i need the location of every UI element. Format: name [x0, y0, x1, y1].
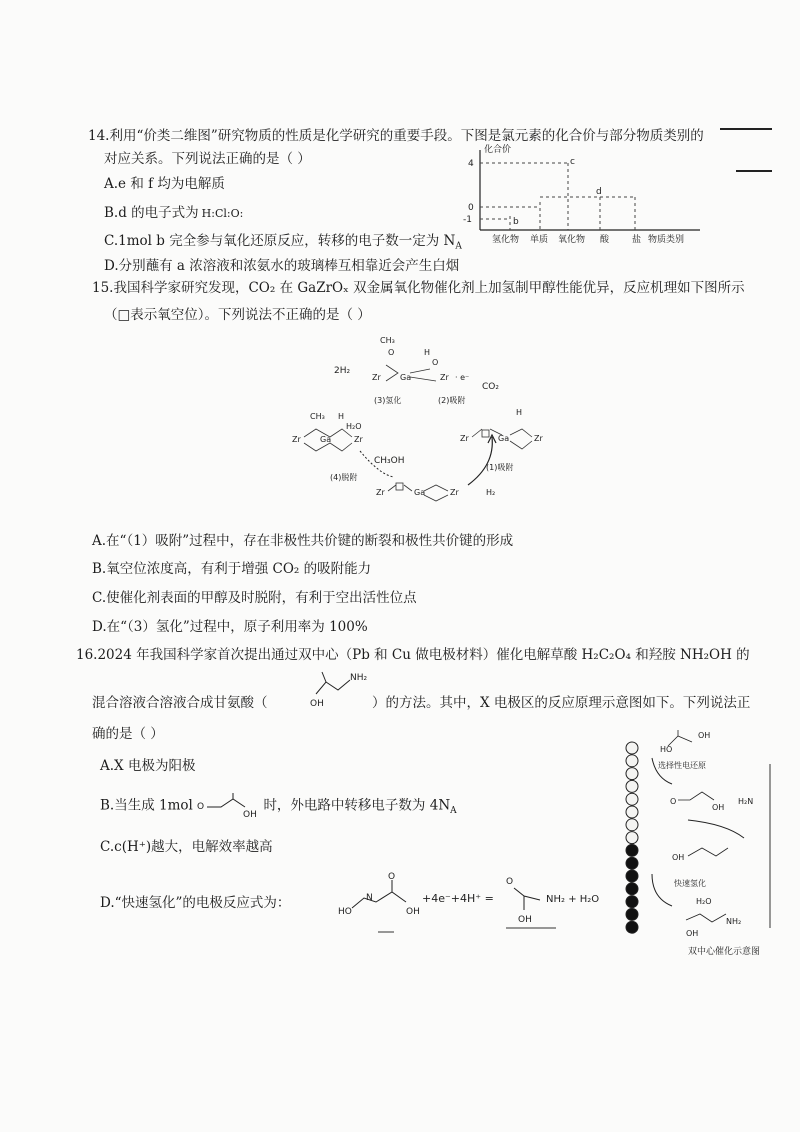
right-ga: Ga	[498, 434, 510, 443]
ytick-4: 4	[468, 159, 474, 169]
bottom-vacancy	[396, 483, 403, 490]
diag-fast: 快速氢化	[674, 879, 706, 888]
diag-o-glyox: O	[670, 797, 677, 806]
ytick-0: 0	[468, 203, 474, 213]
q14-option-a[interactable]: A.e 和 f 均为电解质	[104, 176, 225, 192]
eq-oh-prod: OH	[518, 915, 532, 925]
diag-oh-glyox: OH	[712, 803, 725, 812]
eq-middle: +4e⁻+4H⁺ =	[422, 892, 494, 905]
step4-label: (4)脱附	[330, 473, 358, 482]
q14-stem-line1: 14.利用“价类二维图”研究物质的性质是化学研究的重要手段。下图是氯元素的化合价与部分物质类别的	[88, 128, 704, 144]
electrode-bead-light	[626, 793, 638, 805]
bottom-ga: Ga	[414, 488, 426, 497]
glycine-oh: OH	[310, 699, 324, 709]
top-ga: Ga	[400, 373, 412, 382]
h2-left: 2H₂	[334, 366, 351, 376]
q14-option-c-text: C.1mol b 完全参与氧化还原反应，转移的电子数一定为 N	[104, 233, 456, 249]
q16-option-a[interactable]: A.X 电极为阳极	[100, 758, 196, 774]
ytick-minus1: -1	[463, 215, 472, 225]
eq-glycine-bonds	[514, 888, 540, 910]
q16-d-equation	[334, 870, 614, 930]
step1-label: (1)吸附	[486, 463, 514, 472]
q14-option-b-text: B.d 的电子式为	[104, 205, 199, 221]
arrow-step1	[468, 437, 492, 485]
left-zr2: Zr	[354, 435, 363, 444]
diag-selective: 选择性电还原	[658, 761, 706, 770]
top-h: H	[424, 348, 431, 357]
arrow-combine	[688, 820, 744, 838]
right-zr1: Zr	[460, 434, 469, 443]
q14-option-d[interactable]: D.分别蘸有 a 浓溶液和浓氨水的玻璃棒互相靠近会产生白烟	[104, 258, 460, 274]
diag-oh-gly: OH	[686, 929, 699, 938]
label-d: d	[596, 187, 602, 197]
top-zr-right: Zr	[440, 373, 449, 382]
electron: · e⁻	[455, 373, 470, 382]
electrode-bead-light	[626, 819, 638, 831]
catalytic-cycle-diagram	[290, 325, 590, 505]
step3-label: (3)氢化	[374, 396, 402, 405]
electrode-bead-dark	[626, 883, 638, 895]
oxalic-bonds	[668, 730, 692, 746]
q14-stem-line2: 对应关系。下列说法正确的是（ ）	[104, 151, 311, 167]
electrode-bead-light	[626, 806, 638, 818]
arrow-fast	[652, 874, 672, 906]
diag-oh-oxime: OH	[672, 853, 685, 862]
chart-ylabel: 化合价	[484, 145, 512, 155]
glyox-oh: OH	[243, 810, 257, 820]
xcat-salt: 盐	[632, 235, 642, 245]
q16-stem-line2a: 混合溶液合溶液合成甘氨酸（	[92, 695, 268, 711]
q16-option-b-sub: A	[450, 806, 457, 817]
q16-option-b-text2: 时，外电路中转移电子数为 4N	[263, 797, 451, 814]
diag-h2o: H₂O	[696, 897, 712, 906]
left-ch3: CH₃	[310, 412, 325, 421]
electrode-bead-light	[626, 832, 638, 844]
q16-option-c[interactable]: C.c(H⁺)越大，电解效率越高	[100, 839, 273, 855]
q16-option-d[interactable]: D.“快速氢化”的电极反应式为：	[100, 895, 291, 911]
q16-option-b[interactable]	[100, 793, 457, 819]
step2-label: (2)吸附	[438, 396, 466, 405]
top-ch3: CH₃	[380, 336, 395, 345]
right-vacancy	[482, 430, 489, 437]
electrode-bead-dark	[626, 896, 638, 908]
h2-bottom: H₂	[486, 488, 496, 497]
diag-caption: 双中心催化示意图	[688, 947, 761, 957]
bottom-zr2: Zr	[450, 488, 459, 497]
valence-class-chart	[460, 140, 700, 250]
bottom-zr1: Zr	[376, 488, 385, 497]
glyox-diag-bonds	[678, 792, 714, 800]
q14-option-b[interactable]	[104, 201, 243, 221]
q15-option-b[interactable]: B.氧空位浓度高，有利于增强 CO₂ 的吸附能力	[92, 561, 372, 577]
eq-o-prod: O	[506, 877, 514, 887]
eq-o: O	[388, 872, 396, 882]
electrode-bead-dark	[626, 870, 638, 882]
xcat-acid: 酸	[600, 235, 610, 245]
electrode-bead-dark	[626, 857, 638, 869]
electron-formula: H:Cl:O:	[201, 207, 244, 220]
right-zr2: Zr	[534, 434, 543, 443]
eq-n: N	[366, 893, 373, 903]
glyox-bonds	[207, 799, 245, 807]
dual-center-diagram	[616, 728, 776, 968]
left-ga: Ga	[320, 435, 332, 444]
diag-h2n: H₂N	[738, 797, 754, 806]
right-h: H	[516, 408, 523, 417]
diag-oh-top: OH	[698, 731, 711, 740]
glycine-bonds	[316, 680, 350, 694]
eq-oxime-bonds	[352, 892, 406, 908]
eq-tail: NH₂ + H₂O	[546, 894, 600, 905]
diag-ho-top: HO	[660, 745, 673, 754]
glyox-o: O	[197, 802, 205, 812]
q14-option-c-sub: A	[455, 241, 462, 252]
label-c: c	[570, 157, 575, 167]
q16-stem-line2b: ）的方法。其中，X 电极区的反应原理示意图如下。下列说法正	[372, 695, 751, 711]
q15-option-d[interactable]: D.在“（3）氢化”过程中，原子利用率为 100%	[92, 619, 368, 635]
electrode-bead-dark	[626, 908, 638, 920]
margin-rule-bottom	[736, 170, 772, 172]
q15-option-a[interactable]: A.在“（1）吸附”过程中，存在非极性共价键的断裂和极性共价键的形成	[92, 533, 514, 549]
q15-option-c[interactable]: C.使催化剂表面的甲醇及时脱附，有利于空出活性位点	[92, 590, 417, 606]
left-zr1: Zr	[292, 435, 301, 444]
oxime-diag-bonds	[688, 848, 728, 856]
electrode-bead-dark	[626, 844, 638, 856]
q15-stem-line2: （□表示氧空位）。下列说法不正确的是（ ）	[104, 307, 371, 323]
glycine-carbonyl	[322, 672, 326, 682]
glycine-nh2: NH₂	[350, 673, 368, 683]
eq-oh: OH	[406, 907, 420, 917]
left-h: H	[338, 412, 345, 421]
electrode-bead-dark	[626, 921, 638, 933]
xcat-oxide: 氧化物	[558, 235, 586, 245]
glycine-structure	[308, 668, 368, 708]
q14-option-c[interactable]	[104, 229, 462, 252]
electrode-bead-light	[626, 780, 638, 792]
glyoxylic-acid-structure	[197, 793, 259, 819]
top-o2: O	[432, 358, 439, 367]
top-o1: O	[388, 348, 395, 357]
q16-stem-line1: 16.2024 年我国科学家首次提出通过双中心（Pb 和 Cu 做电极材料）催化电解草酸 H₂C₂O₄ 和羟胺 NH₂OH 的	[76, 647, 750, 663]
q15-stem-line1: 15.我国科学家研究发现，CO₂ 在 GaZrOₓ 双金属氧化物催化剂上加氢制甲醇性能优异，反应机理如下图所示	[92, 280, 745, 296]
glycine-diag-bonds	[686, 914, 726, 922]
diag-nh2: NH₂	[726, 917, 742, 926]
q16-stem-line3: 确的是（ ）	[92, 726, 164, 742]
co2-label: CO₂	[482, 382, 499, 392]
top-zr-left: Zr	[372, 373, 381, 382]
xcat-element: 单质	[530, 235, 549, 245]
xcat-class: 物质类别	[648, 235, 685, 245]
left-h2o: H₂O	[346, 422, 362, 431]
margin-rule-top	[720, 128, 772, 130]
ch3oh-label: CH₃OH	[374, 456, 405, 466]
label-b: b	[513, 217, 519, 227]
xcat-hydride: 氢化物	[492, 235, 520, 245]
eq-ho: HO	[338, 907, 352, 917]
electrode-bead-light	[626, 755, 638, 767]
q16-option-b-text1: B.当生成 1mol	[100, 797, 193, 814]
electrode-bead-light	[626, 742, 638, 754]
electrode-chain	[626, 742, 638, 933]
electrode-bead-light	[626, 768, 638, 780]
